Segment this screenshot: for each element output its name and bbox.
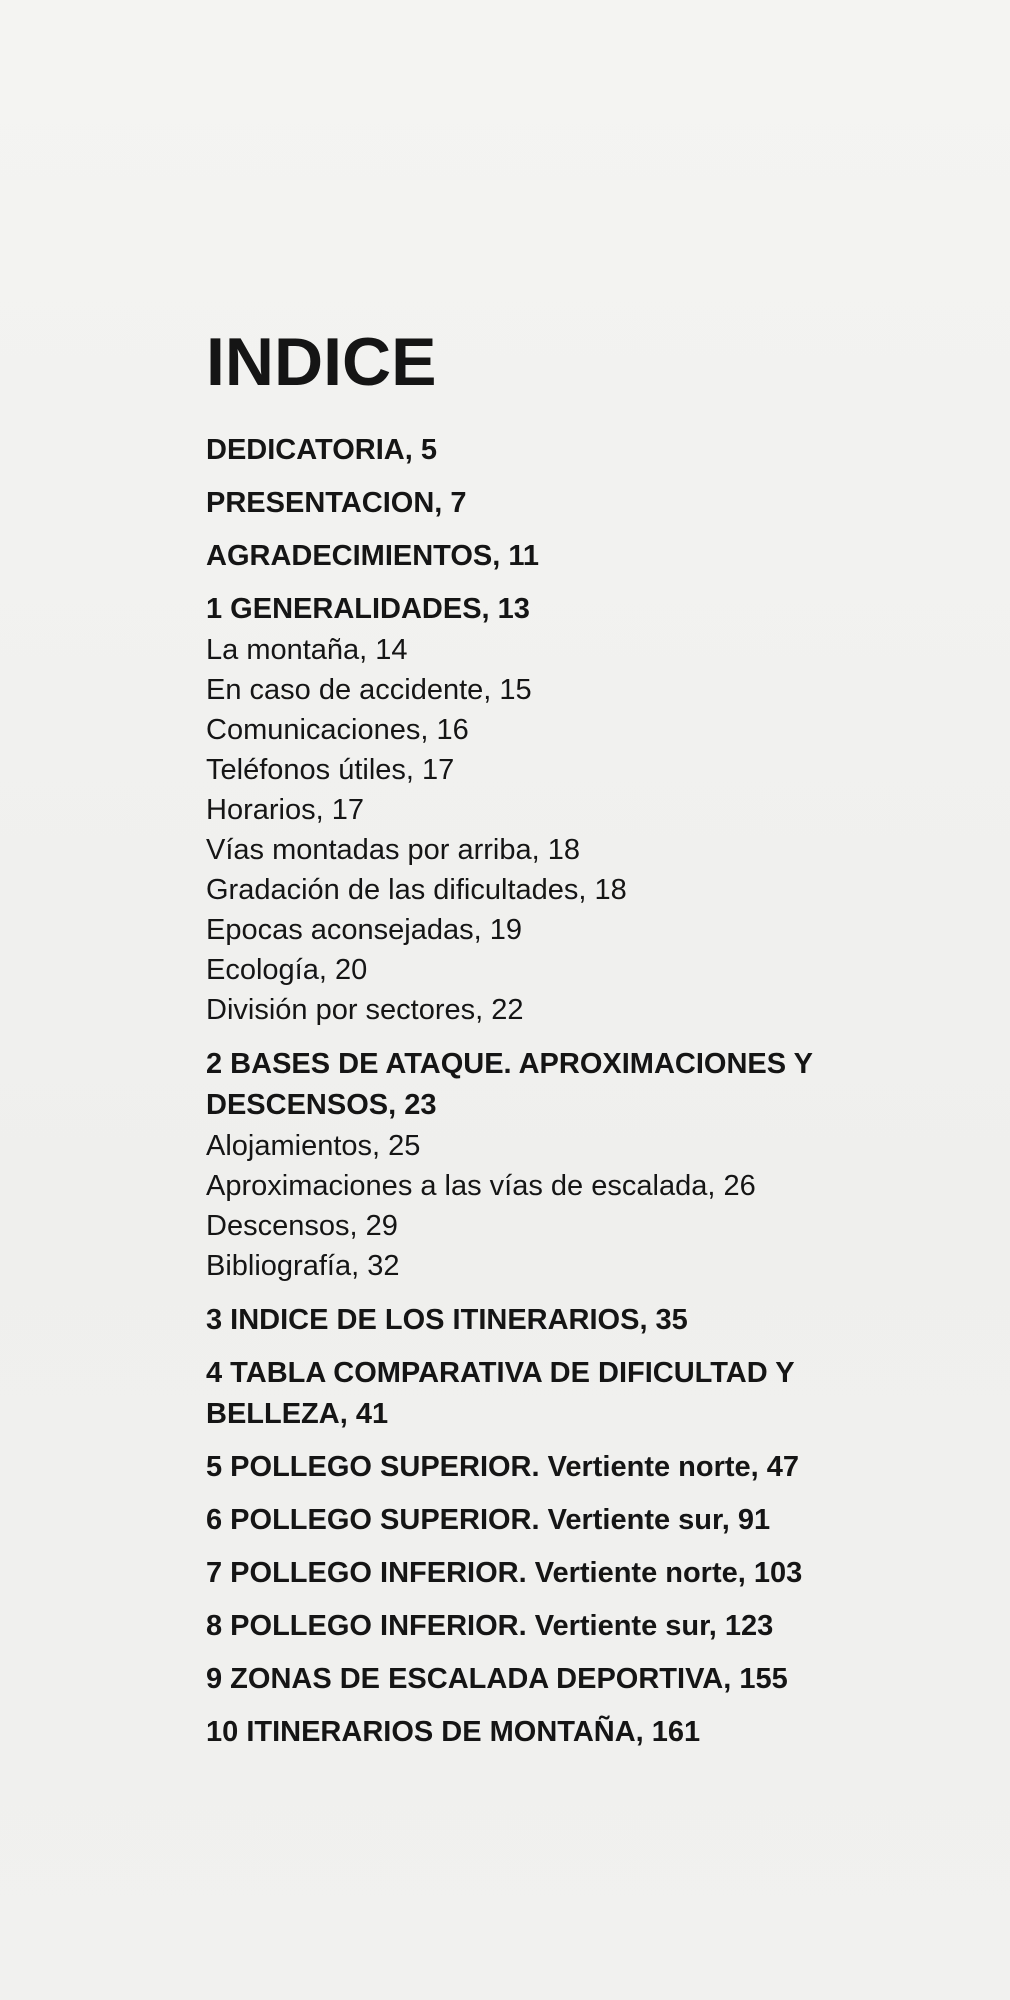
toc-entry-list: [206, 430, 926, 1753]
toc-section-heading: 4 TABLA COMPARATIVA DE DIFICULTAD Y BELLEZA, 41: [206, 1357, 795, 1430]
toc-entry: Descensos, 29: [206, 1210, 398, 1242]
toc-section-heading: 3 INDICE DE LOS ITINERARIOS, 35: [206, 1304, 688, 1336]
toc-section-heading: PRESENTACION, 7: [206, 487, 467, 519]
toc-entry: Comunicaciones, 16: [206, 714, 469, 746]
toc-entry: Ecología, 20: [206, 954, 368, 986]
toc-section-heading: DEDICATORIA, 5: [206, 434, 437, 466]
toc-section-heading: 9 ZONAS DE ESCALADA DEPORTIVA, 155: [206, 1663, 788, 1695]
toc-entry: Vías montadas por arriba, 18: [206, 834, 580, 866]
table-of-contents: [206, 324, 926, 1753]
toc-entry: Bibliografía, 32: [206, 1250, 400, 1282]
toc-section-heading: 7 POLLEGO INFERIOR. Vertiente norte, 103: [206, 1557, 803, 1589]
toc-entry: Teléfonos útiles, 17: [206, 754, 455, 786]
toc-section-heading: 10 ITINERARIOS DE MONTAÑA, 161: [206, 1716, 701, 1748]
toc-entry: Epocas aconsejadas, 19: [206, 914, 522, 946]
toc-entry: La montaña, 14: [206, 634, 408, 666]
toc-entry: Alojamientos, 25: [206, 1130, 421, 1162]
toc-section-heading: 2 BASES DE ATAQUE. APROXIMACIONES Y DESCENSOS, 23: [206, 1048, 813, 1121]
toc-entry: Gradación de las dificultades, 18: [206, 874, 627, 906]
toc-section-heading: 1 GENERALIDADES, 13: [206, 593, 530, 625]
page-title: INDICE: [206, 324, 437, 400]
toc-entry: Aproximaciones a las vías de escalada, 26: [206, 1170, 756, 1202]
toc-section-heading: 8 POLLEGO INFERIOR. Vertiente sur, 123: [206, 1610, 774, 1642]
toc-section-heading: AGRADECIMIENTOS, 11: [206, 540, 540, 572]
toc-entry: En caso de accidente, 15: [206, 674, 532, 706]
toc-section-heading: 5 POLLEGO SUPERIOR. Vertiente norte, 47: [206, 1451, 800, 1483]
toc-entry: Horarios, 17: [206, 794, 364, 826]
toc-section-heading: 6 POLLEGO SUPERIOR. Vertiente sur, 91: [206, 1504, 771, 1536]
toc-entry: División por sectores, 22: [206, 994, 524, 1026]
